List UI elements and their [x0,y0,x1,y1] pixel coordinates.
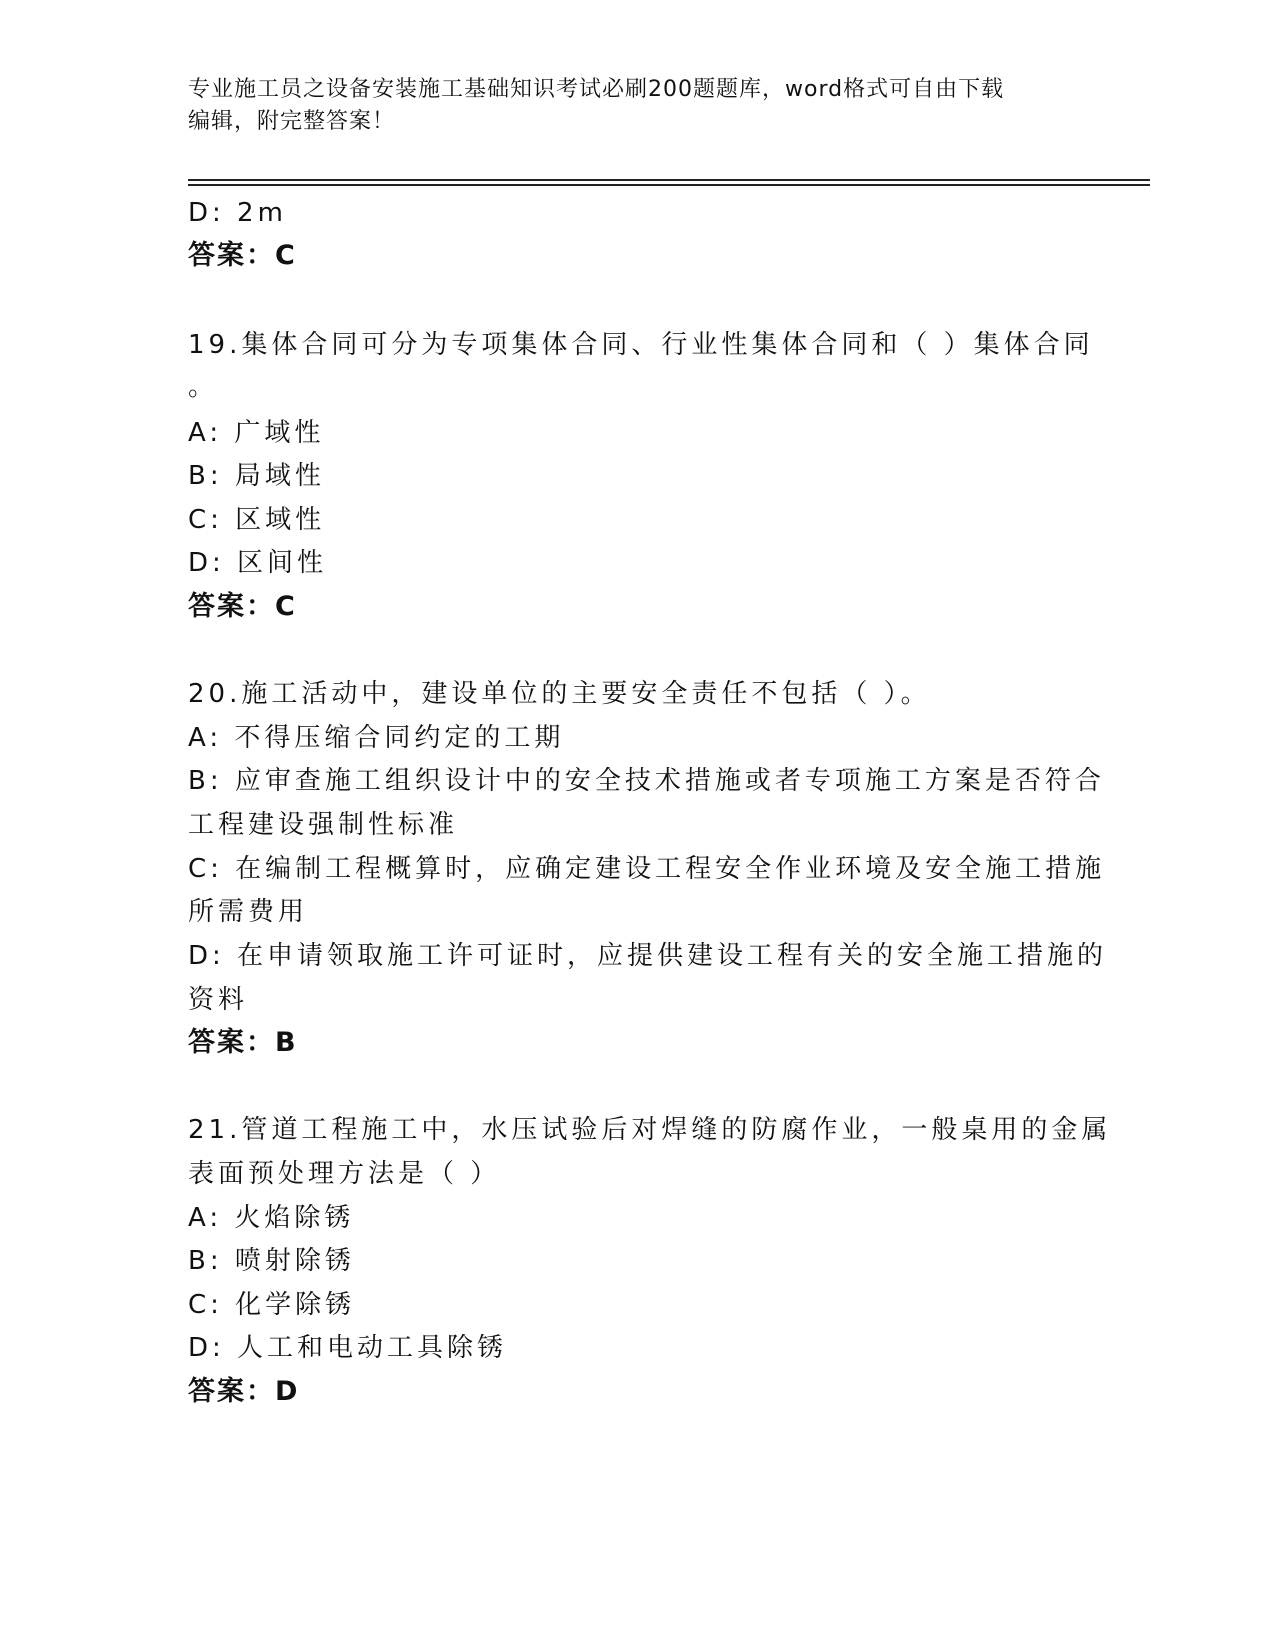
q20-answer: 答案：B [188,1027,298,1058]
q20-option-d-line-1: D: 在申请领取施工许可证时，应提供建设工程有关的安全施工措施的 [188,941,1108,971]
q21-option-a: A: 火焰除锈 [188,1203,355,1233]
q21-option-c: C: 化学除锈 [188,1290,356,1320]
q19-stem-line-2: 。 [188,372,219,402]
q20-option-d-line-2: 资料 [188,985,249,1015]
q21-stem-line-2: 表面预处理方法是（ ） [188,1159,501,1189]
q19-answer: 答案：C [188,591,297,622]
q18-answer: 答案：C [188,240,297,271]
q21-stem-line-1: 21.管道工程施工中，水压试验后对焊缝的防腐作业，一般桌用的金属 [188,1115,1112,1145]
q20-option-c-line-2: 所需费用 [188,897,309,927]
header-divider-bottom [188,184,1150,186]
q19-option-a: A: 广域性 [188,418,325,448]
header-divider-top [188,179,1150,181]
q19-stem-line-1: 19.集体合同可分为专项集体合同、行业性集体合同和（ ）集体合同 [188,330,1094,360]
document-header [188,74,1068,138]
q20-stem: 20.施工活动中，建设单位的主要安全责任不包括（ ）。 [188,679,931,709]
q18-option-d: D: 2m [188,198,287,228]
header-title-line-1: 专业施工员之设备安装施工基础知识考试必刷200题题库，word格式可自由下载 [188,77,1005,102]
q19-option-d: D: 区间性 [188,548,328,578]
q19-option-b: B: 局域性 [188,461,325,491]
q20-option-a: A: 不得压缩合同约定的工期 [188,723,565,753]
q20-option-b-line-1: B: 应审查施工组织设计中的安全技术措施或者专项施工方案是否符合 [188,766,1105,796]
q21-option-b: B: 喷射除锈 [188,1246,355,1276]
q20-option-c-line-1: C: 在编制工程概算时，应确定建设工程安全作业环境及安全施工措施 [188,854,1106,884]
q19-option-c: C: 区域性 [188,505,326,535]
header-title-line-2: 编辑，附完整答案！ [188,109,396,134]
q20-option-b-line-2: 工程建设强制性标准 [188,810,459,840]
q21-option-d: D: 人工和电动工具除锈 [188,1333,508,1363]
q21-answer: 答案：D [188,1376,300,1407]
